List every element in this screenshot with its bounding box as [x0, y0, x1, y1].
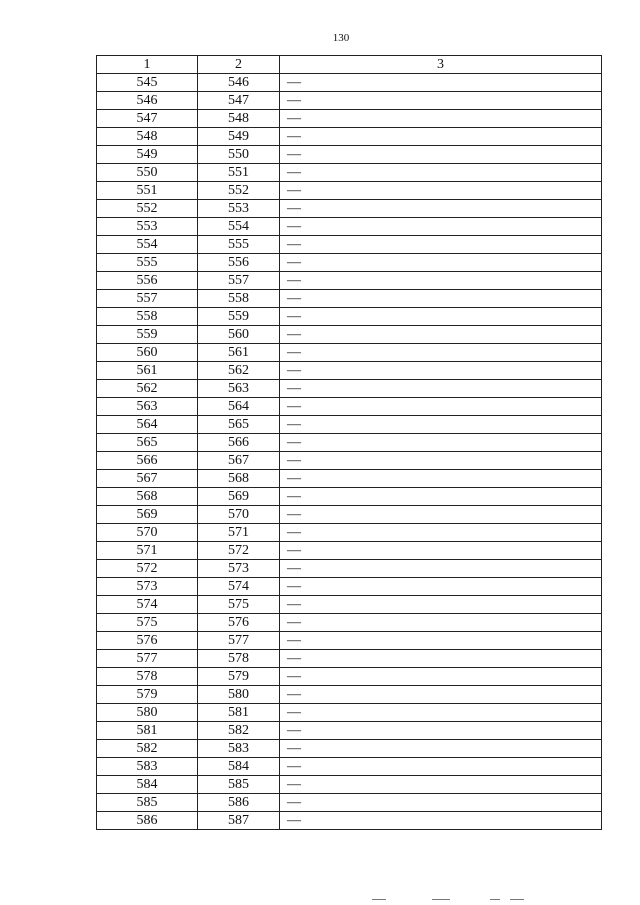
column-header-3: 3	[280, 56, 602, 74]
table-cell-col-1: 559	[97, 326, 198, 344]
table-cell-col-1: 576	[97, 632, 198, 650]
table-cell-col-1: 572	[97, 560, 198, 578]
table-cell-col-1: 565	[97, 434, 198, 452]
table-cell-col-2: 561	[198, 344, 280, 362]
table-row	[97, 146, 602, 164]
table-cell-col-3: —	[280, 614, 602, 632]
table-row	[97, 650, 602, 668]
table-row	[97, 218, 602, 236]
table-cell-col-2: 573	[198, 560, 280, 578]
table-cell-col-2: 582	[198, 722, 280, 740]
table-cell-col-3: —	[280, 542, 602, 560]
table-cell-col-2: 564	[198, 398, 280, 416]
table-cell-col-1: 549	[97, 146, 198, 164]
table-cell-col-1: 545	[97, 74, 198, 92]
table-row	[97, 308, 602, 326]
table-row	[97, 434, 602, 452]
table-cell-col-2: 552	[198, 182, 280, 200]
table-cell-col-2: 576	[198, 614, 280, 632]
table-cell-col-2: 551	[198, 164, 280, 182]
table-cell-col-1: 547	[97, 110, 198, 128]
table-cell-col-3: —	[280, 92, 602, 110]
table-cell-col-3: —	[280, 416, 602, 434]
table-cell-col-3: —	[280, 758, 602, 776]
table-cell-col-2: 578	[198, 650, 280, 668]
table-cell-col-1: 584	[97, 776, 198, 794]
table-cell-col-1: 568	[97, 488, 198, 506]
table-cell-col-2: 560	[198, 326, 280, 344]
table-cell-col-2: 581	[198, 704, 280, 722]
table-cell-col-1: 555	[97, 254, 198, 272]
table-row	[97, 722, 602, 740]
table-cell-col-1: 577	[97, 650, 198, 668]
table-cell-col-1: 551	[97, 182, 198, 200]
table-cell-col-2: 556	[198, 254, 280, 272]
table-cell-col-2: 584	[198, 758, 280, 776]
table-row	[97, 758, 602, 776]
table-cell-col-1: 567	[97, 470, 198, 488]
table-cell-col-1: 548	[97, 128, 198, 146]
table-cell-col-3: —	[280, 362, 602, 380]
table-cell-col-1: 557	[97, 290, 198, 308]
table-cell-col-3: —	[280, 254, 602, 272]
page-number: 130	[332, 32, 350, 44]
table-cell-col-3: —	[280, 686, 602, 704]
table-cell-col-2: 567	[198, 452, 280, 470]
table-cell-col-2: 547	[198, 92, 280, 110]
table-row	[97, 488, 602, 506]
footer-scan-marks	[372, 897, 532, 903]
table-cell-col-2: 565	[198, 416, 280, 434]
table-cell-col-1: 561	[97, 362, 198, 380]
table-cell-col-1: 571	[97, 542, 198, 560]
table-cell-col-1: 558	[97, 308, 198, 326]
table-row	[97, 812, 602, 830]
table-row	[97, 416, 602, 434]
document-table-wrapper	[96, 55, 602, 830]
table-cell-col-3: —	[280, 668, 602, 686]
table-cell-col-3: —	[280, 632, 602, 650]
table-cell-col-3: —	[280, 506, 602, 524]
table-header-row	[97, 56, 602, 74]
table-cell-col-1: 570	[97, 524, 198, 542]
table-row	[97, 272, 602, 290]
table-cell-col-2: 553	[198, 200, 280, 218]
table-cell-col-2: 583	[198, 740, 280, 758]
table-row	[97, 578, 602, 596]
table-row	[97, 236, 602, 254]
table-row	[97, 794, 602, 812]
table-cell-col-3: —	[280, 596, 602, 614]
table-cell-col-2: 562	[198, 362, 280, 380]
table-cell-col-2: 548	[198, 110, 280, 128]
table-cell-col-1: 566	[97, 452, 198, 470]
table-row	[97, 560, 602, 578]
table-cell-col-2: 557	[198, 272, 280, 290]
table-cell-col-2: 563	[198, 380, 280, 398]
table-cell-col-3: —	[280, 740, 602, 758]
table-cell-col-3: —	[280, 776, 602, 794]
table-cell-col-2: 585	[198, 776, 280, 794]
table-cell-col-3: —	[280, 218, 602, 236]
table-cell-col-2: 575	[198, 596, 280, 614]
table-cell-col-2: 566	[198, 434, 280, 452]
table-cell-col-1: 569	[97, 506, 198, 524]
table-cell-col-1: 564	[97, 416, 198, 434]
table-cell-col-3: —	[280, 272, 602, 290]
table-row	[97, 632, 602, 650]
table-cell-col-2: 550	[198, 146, 280, 164]
table-cell-col-1: 581	[97, 722, 198, 740]
table-cell-col-3: —	[280, 560, 602, 578]
table-row	[97, 524, 602, 542]
column-header-1: 1	[97, 56, 198, 74]
table-row	[97, 182, 602, 200]
table-cell-col-1: 574	[97, 596, 198, 614]
table-row	[97, 398, 602, 416]
table-cell-col-3: —	[280, 524, 602, 542]
table-cell-col-2: 572	[198, 542, 280, 560]
table-row	[97, 74, 602, 92]
table-cell-col-3: —	[280, 308, 602, 326]
table-cell-col-2: 570	[198, 506, 280, 524]
table-cell-col-3: —	[280, 578, 602, 596]
table-row	[97, 704, 602, 722]
table-cell-col-3: —	[280, 452, 602, 470]
table-cell-col-3: —	[280, 236, 602, 254]
table-row	[97, 596, 602, 614]
table-row	[97, 452, 602, 470]
table-cell-col-1: 578	[97, 668, 198, 686]
table-cell-col-3: —	[280, 326, 602, 344]
table-cell-col-1: 560	[97, 344, 198, 362]
table-cell-col-2: 579	[198, 668, 280, 686]
table-cell-col-2: 580	[198, 686, 280, 704]
table-row	[97, 344, 602, 362]
table-row	[97, 164, 602, 182]
table-row	[97, 380, 602, 398]
table-row	[97, 506, 602, 524]
table-cell-col-2: 574	[198, 578, 280, 596]
table-cell-col-2: 555	[198, 236, 280, 254]
table-row	[97, 686, 602, 704]
table-cell-col-3: —	[280, 164, 602, 182]
table-cell-col-3: —	[280, 470, 602, 488]
table-cell-col-1: 554	[97, 236, 198, 254]
table-row	[97, 776, 602, 794]
table-body	[97, 74, 602, 830]
table-row	[97, 254, 602, 272]
table-cell-col-3: —	[280, 794, 602, 812]
column-header-2: 2	[198, 56, 280, 74]
table-cell-col-3: —	[280, 812, 602, 830]
table-cell-col-3: —	[280, 704, 602, 722]
table-cell-col-3: —	[280, 110, 602, 128]
table-cell-col-1: 553	[97, 218, 198, 236]
table-row	[97, 614, 602, 632]
table-cell-col-2: 571	[198, 524, 280, 542]
table-row	[97, 290, 602, 308]
table-cell-col-3: —	[280, 146, 602, 164]
table-row	[97, 92, 602, 110]
table-cell-col-2: 587	[198, 812, 280, 830]
table-cell-col-1: 585	[97, 794, 198, 812]
table-cell-col-1: 563	[97, 398, 198, 416]
table-cell-col-1: 586	[97, 812, 198, 830]
table-row	[97, 542, 602, 560]
table-cell-col-2: 546	[198, 74, 280, 92]
table-cell-col-2: 554	[198, 218, 280, 236]
table-cell-col-1: 582	[97, 740, 198, 758]
table-cell-col-2: 559	[198, 308, 280, 326]
table-cell-col-3: —	[280, 290, 602, 308]
table-cell-col-1: 562	[97, 380, 198, 398]
table-row	[97, 128, 602, 146]
table-cell-col-3: —	[280, 398, 602, 416]
table-cell-col-3: —	[280, 74, 602, 92]
table-cell-col-3: —	[280, 344, 602, 362]
table-row	[97, 200, 602, 218]
table-cell-col-2: 586	[198, 794, 280, 812]
table-row	[97, 740, 602, 758]
table-row	[97, 326, 602, 344]
table-row	[97, 362, 602, 380]
table-cell-col-2: 549	[198, 128, 280, 146]
table-cell-col-1: 583	[97, 758, 198, 776]
table-cell-col-3: —	[280, 200, 602, 218]
table-cell-col-3: —	[280, 380, 602, 398]
table-row	[97, 110, 602, 128]
table-cell-col-3: —	[280, 434, 602, 452]
table-cell-col-3: —	[280, 128, 602, 146]
table-cell-col-1: 579	[97, 686, 198, 704]
table-row	[97, 470, 602, 488]
table-cell-col-3: —	[280, 722, 602, 740]
table-row	[97, 668, 602, 686]
document-table	[96, 55, 602, 830]
table-cell-col-1: 573	[97, 578, 198, 596]
table-cell-col-1: 556	[97, 272, 198, 290]
table-cell-col-3: —	[280, 488, 602, 506]
table-cell-col-2: 568	[198, 470, 280, 488]
table-cell-col-1: 575	[97, 614, 198, 632]
table-cell-col-1: 552	[97, 200, 198, 218]
table-cell-col-1: 546	[97, 92, 198, 110]
table-cell-col-1: 580	[97, 704, 198, 722]
table-cell-col-2: 577	[198, 632, 280, 650]
table-cell-col-2: 558	[198, 290, 280, 308]
table-cell-col-1: 550	[97, 164, 198, 182]
table-cell-col-3: —	[280, 650, 602, 668]
table-cell-col-2: 569	[198, 488, 280, 506]
table-cell-col-3: —	[280, 182, 602, 200]
